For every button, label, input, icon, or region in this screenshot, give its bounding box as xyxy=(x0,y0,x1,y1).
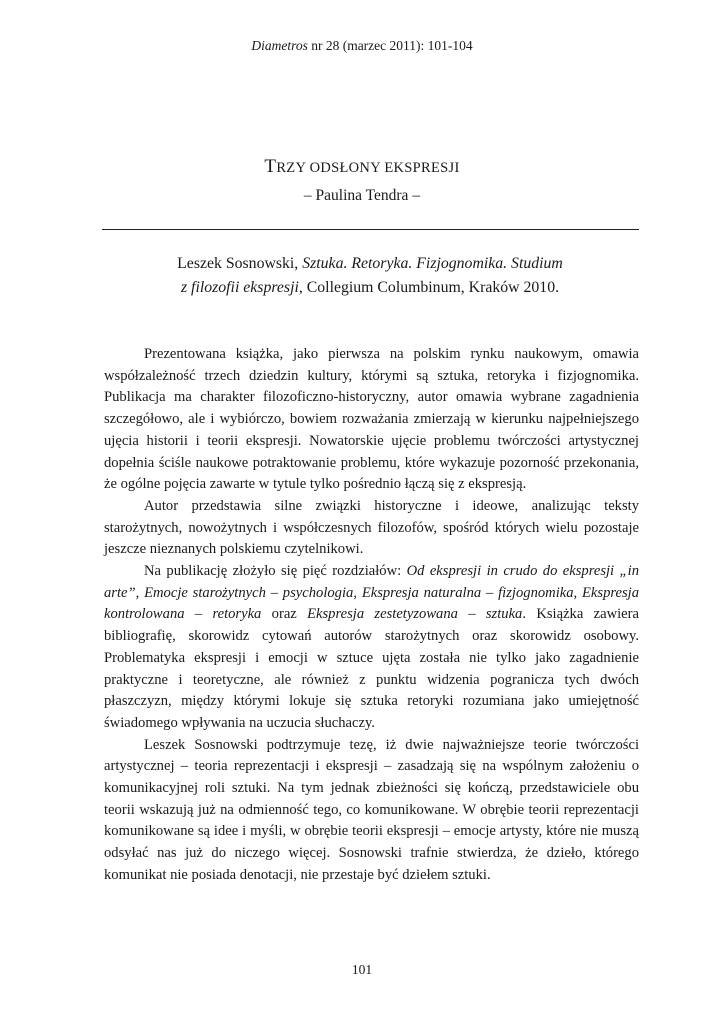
chapter-5-title: Ekspresja zestetyzowana – sztuka xyxy=(307,606,523,623)
p3-sep-3: , xyxy=(573,584,582,601)
article-title-rest: RZY ODSŁONY EKSPRESJI xyxy=(276,160,460,176)
book-author: Leszek Sosnowski, xyxy=(177,255,303,272)
p3-sep-4: oraz xyxy=(261,606,308,623)
chapter-3-title: Ekspresja naturalna – fizjognomika xyxy=(361,584,574,601)
journal-name: Diametros xyxy=(251,38,308,53)
p3-sep-1: , xyxy=(135,584,145,601)
paragraph-4: Leszek Sosnowski podtrzymuje tezę, iż dwie najważniejsze teorie twórczości artystycznej – teoria reprezentacji i ekspresji – zasadzają się na wspólnym założeniu o komunikacyjnej roli sztuki. Na tym jednak zbieżności się kończą, przedstawiciele obu teorii wskazują już na odmienność tego, co komunikowane. W obrębie teorii reprezentacji komunikowane są idee i myśli, w obrębie teorii ekspresji – emocje artysty, które nie muszą odsyłać nas już do niczego więcej. Sosnowski trafnie stwierdza, że dzieło, którego komunikat nie posiada denotacji, nie przestaje być dziełem sztuki. xyxy=(104,736,639,883)
article-author: – Paulina Tendra – xyxy=(303,187,421,204)
book-title-line1: Sztuka. Retoryka. Fizjognomika. Studium xyxy=(302,255,563,272)
book-title-line2: z filozofii ekspresji xyxy=(180,279,299,296)
paragraph-2: Autor przedstawia silne związki historyczne i ideowe, analizując teksty starożytnych, nowożytnych i współczesnych filozofów, spośród których wielu pozostaje jeszcze nieznanych polskiemu czytelnikowi. xyxy=(104,497,639,558)
p3-sep-2: , xyxy=(353,584,362,601)
p3-rest: . Książka zawiera bibliografię, skorowidz cytowań autorów starożytnych oraz skorowidz osobowy. Problematyka ekspresji i emocji w sztuce ujęta została nie tylko jako zagadnienie praktyczne i teoretyczne, ale również z punktu widzenia pogranicza tych dwóch płaszczyzn, między którymi lokuje się sztuka retoryki rozumiana jako umiejętność świadomego wpływania na uczucia słuchaczy. xyxy=(104,606,639,731)
chapter-2-title: Emocje starożytnych – psychologia xyxy=(144,584,354,601)
reviewed-book-citation xyxy=(110,252,630,300)
article-title-initial: T xyxy=(264,156,277,177)
article-title xyxy=(0,156,724,178)
paragraph-3 xyxy=(104,561,639,735)
paragraph-1: Prezentowana książka, jako pierwsza na polskim rynku naukowym, omawia współzależność trzech dziedzin kultury, którymi są sztuka, retoryka i fizjognomika. Publikacja ma charakter filozoficzno-historyczny, autor omawia wybrane zagadnienia szczegółowo, ale i wybiórczo, bowiem rozważania zmierzają w kierunku najpełniejszego ujęcia historii i teorii ekspresji. Nowatorskie ujęcie problemu twórczości artystycznej dopełnia ściśle naukowe potraktowanie problemu, które wykazuje pozorność przekonania, że ogólne pojęcia zawarte w tytule tylko pośrednio łączą się z ekspresją. xyxy=(104,346,639,493)
article-body xyxy=(104,344,639,887)
journal-issue: nr 28 (marzec 2011): 101-104 xyxy=(311,38,473,53)
book-publisher: , Collegium Columbinum, Kraków 2010. xyxy=(298,279,560,296)
p3-intro: Na publikację złożyło się pięć rozdziałów: xyxy=(144,563,407,580)
journal-header xyxy=(0,38,724,54)
page-number: 101 xyxy=(351,962,373,977)
title-divider xyxy=(102,229,639,230)
chapter-4-title: Ekspresja kontrolowana – retoryka xyxy=(104,584,640,623)
chapter-1-title: Od ekspresji in crudo do ekspresji „in arte” xyxy=(104,563,639,601)
